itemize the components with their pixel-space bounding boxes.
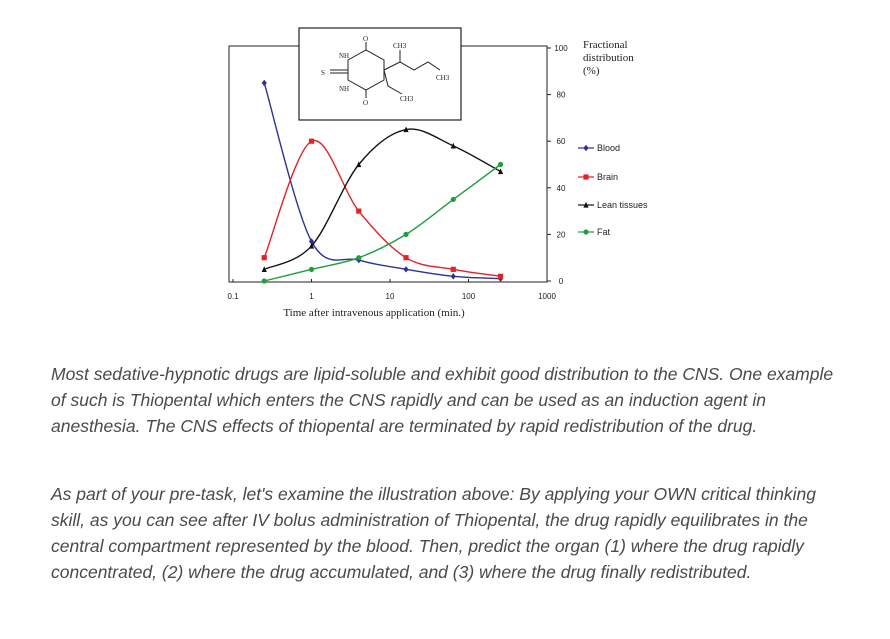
legend-label-lean-tissues: Lean tissues: [597, 200, 648, 210]
y-axis-label-line-2: (%): [583, 65, 600, 77]
point-fat-3: [403, 232, 408, 237]
label-ch3-top: CH3: [393, 42, 407, 50]
point-fat-5: [498, 162, 503, 167]
point-brain-3: [403, 255, 408, 260]
legend: [578, 143, 648, 237]
y-axis-label-line-0: Fractional: [583, 39, 628, 51]
point-blood-4: [451, 273, 456, 279]
paragraph-pretask-question: As part of your pre-task, let's examine the illustration above: By applying your OWN critical thinking skill, as you can see after IV bolus administration of Thiopental, the drug rapidly equilibrates in the central compartment represented by the blood. Then, predict the organ (1) where the drug rapidly concentrated, (2) where the drug accumulated, and (3) where the drug finally redistributed.: [51, 484, 816, 582]
y-tick-label-4: 80: [556, 90, 566, 100]
label-o-top: O: [363, 35, 369, 43]
x-tick-label-4: 1000: [538, 292, 556, 301]
point-brain-5: [498, 274, 503, 279]
point-blood-0: [262, 80, 267, 86]
point-fat-2: [356, 255, 361, 260]
paragraph-description: Most sedative-hypnotic drugs are lipid-soluble and exhibit good distribution to the CNS. One example of such is Thiopental which enters the CNS rapidly and can be used as an induction agent in anesthesia. The CNS effects of thiopental are terminated by rapid redistribution of the drug.: [51, 364, 834, 436]
x-tick-label-2: 10: [385, 292, 395, 301]
y-tick-label-5: 100: [554, 44, 568, 53]
series-line-lean-tissues: [264, 129, 500, 269]
point-fat-0: [262, 278, 267, 283]
x-axis-label: Time after intravenous application (min.): [283, 307, 465, 319]
label-o-bottom: O: [363, 99, 369, 107]
legend-label-blood: Blood: [597, 143, 621, 153]
legend-marker-brain: [583, 174, 588, 179]
label-ch3-bottom: CH3: [400, 95, 414, 103]
label-nh-top: NH: [339, 52, 350, 60]
point-brain-2: [356, 209, 361, 214]
x-tick-label-3: 100: [461, 292, 476, 301]
point-brain-1: [309, 139, 314, 144]
series-line-fat: [264, 165, 500, 282]
point-brain-4: [451, 267, 456, 272]
point-fat-1: [309, 267, 314, 272]
legend-marker-fat: [583, 229, 588, 234]
legend-label-brain: Brain: [597, 172, 619, 182]
y-tick-label-3: 60: [556, 137, 566, 147]
point-fat-4: [451, 197, 456, 202]
point-brain-0: [262, 255, 267, 260]
y-axis-label: [583, 39, 634, 77]
y-tick-label-1: 20: [556, 230, 566, 240]
legend-marker-blood: [583, 145, 588, 151]
y-tick-label-2: 40: [556, 183, 566, 193]
label-nh-bottom: NH: [339, 85, 350, 93]
chemical-structure-thiopental: [299, 28, 461, 120]
y-axis-label-line-1: distribution: [583, 52, 634, 64]
y-tick-label-0: 0: [558, 277, 564, 286]
point-blood-3: [403, 266, 408, 272]
x-tick-label-1: 1: [309, 292, 314, 301]
label-ch3-right: CH3: [436, 74, 450, 82]
label-s: S: [321, 69, 325, 77]
legend-label-fat: Fat: [597, 227, 611, 237]
x-tick-label-0: 0.1: [227, 292, 239, 301]
